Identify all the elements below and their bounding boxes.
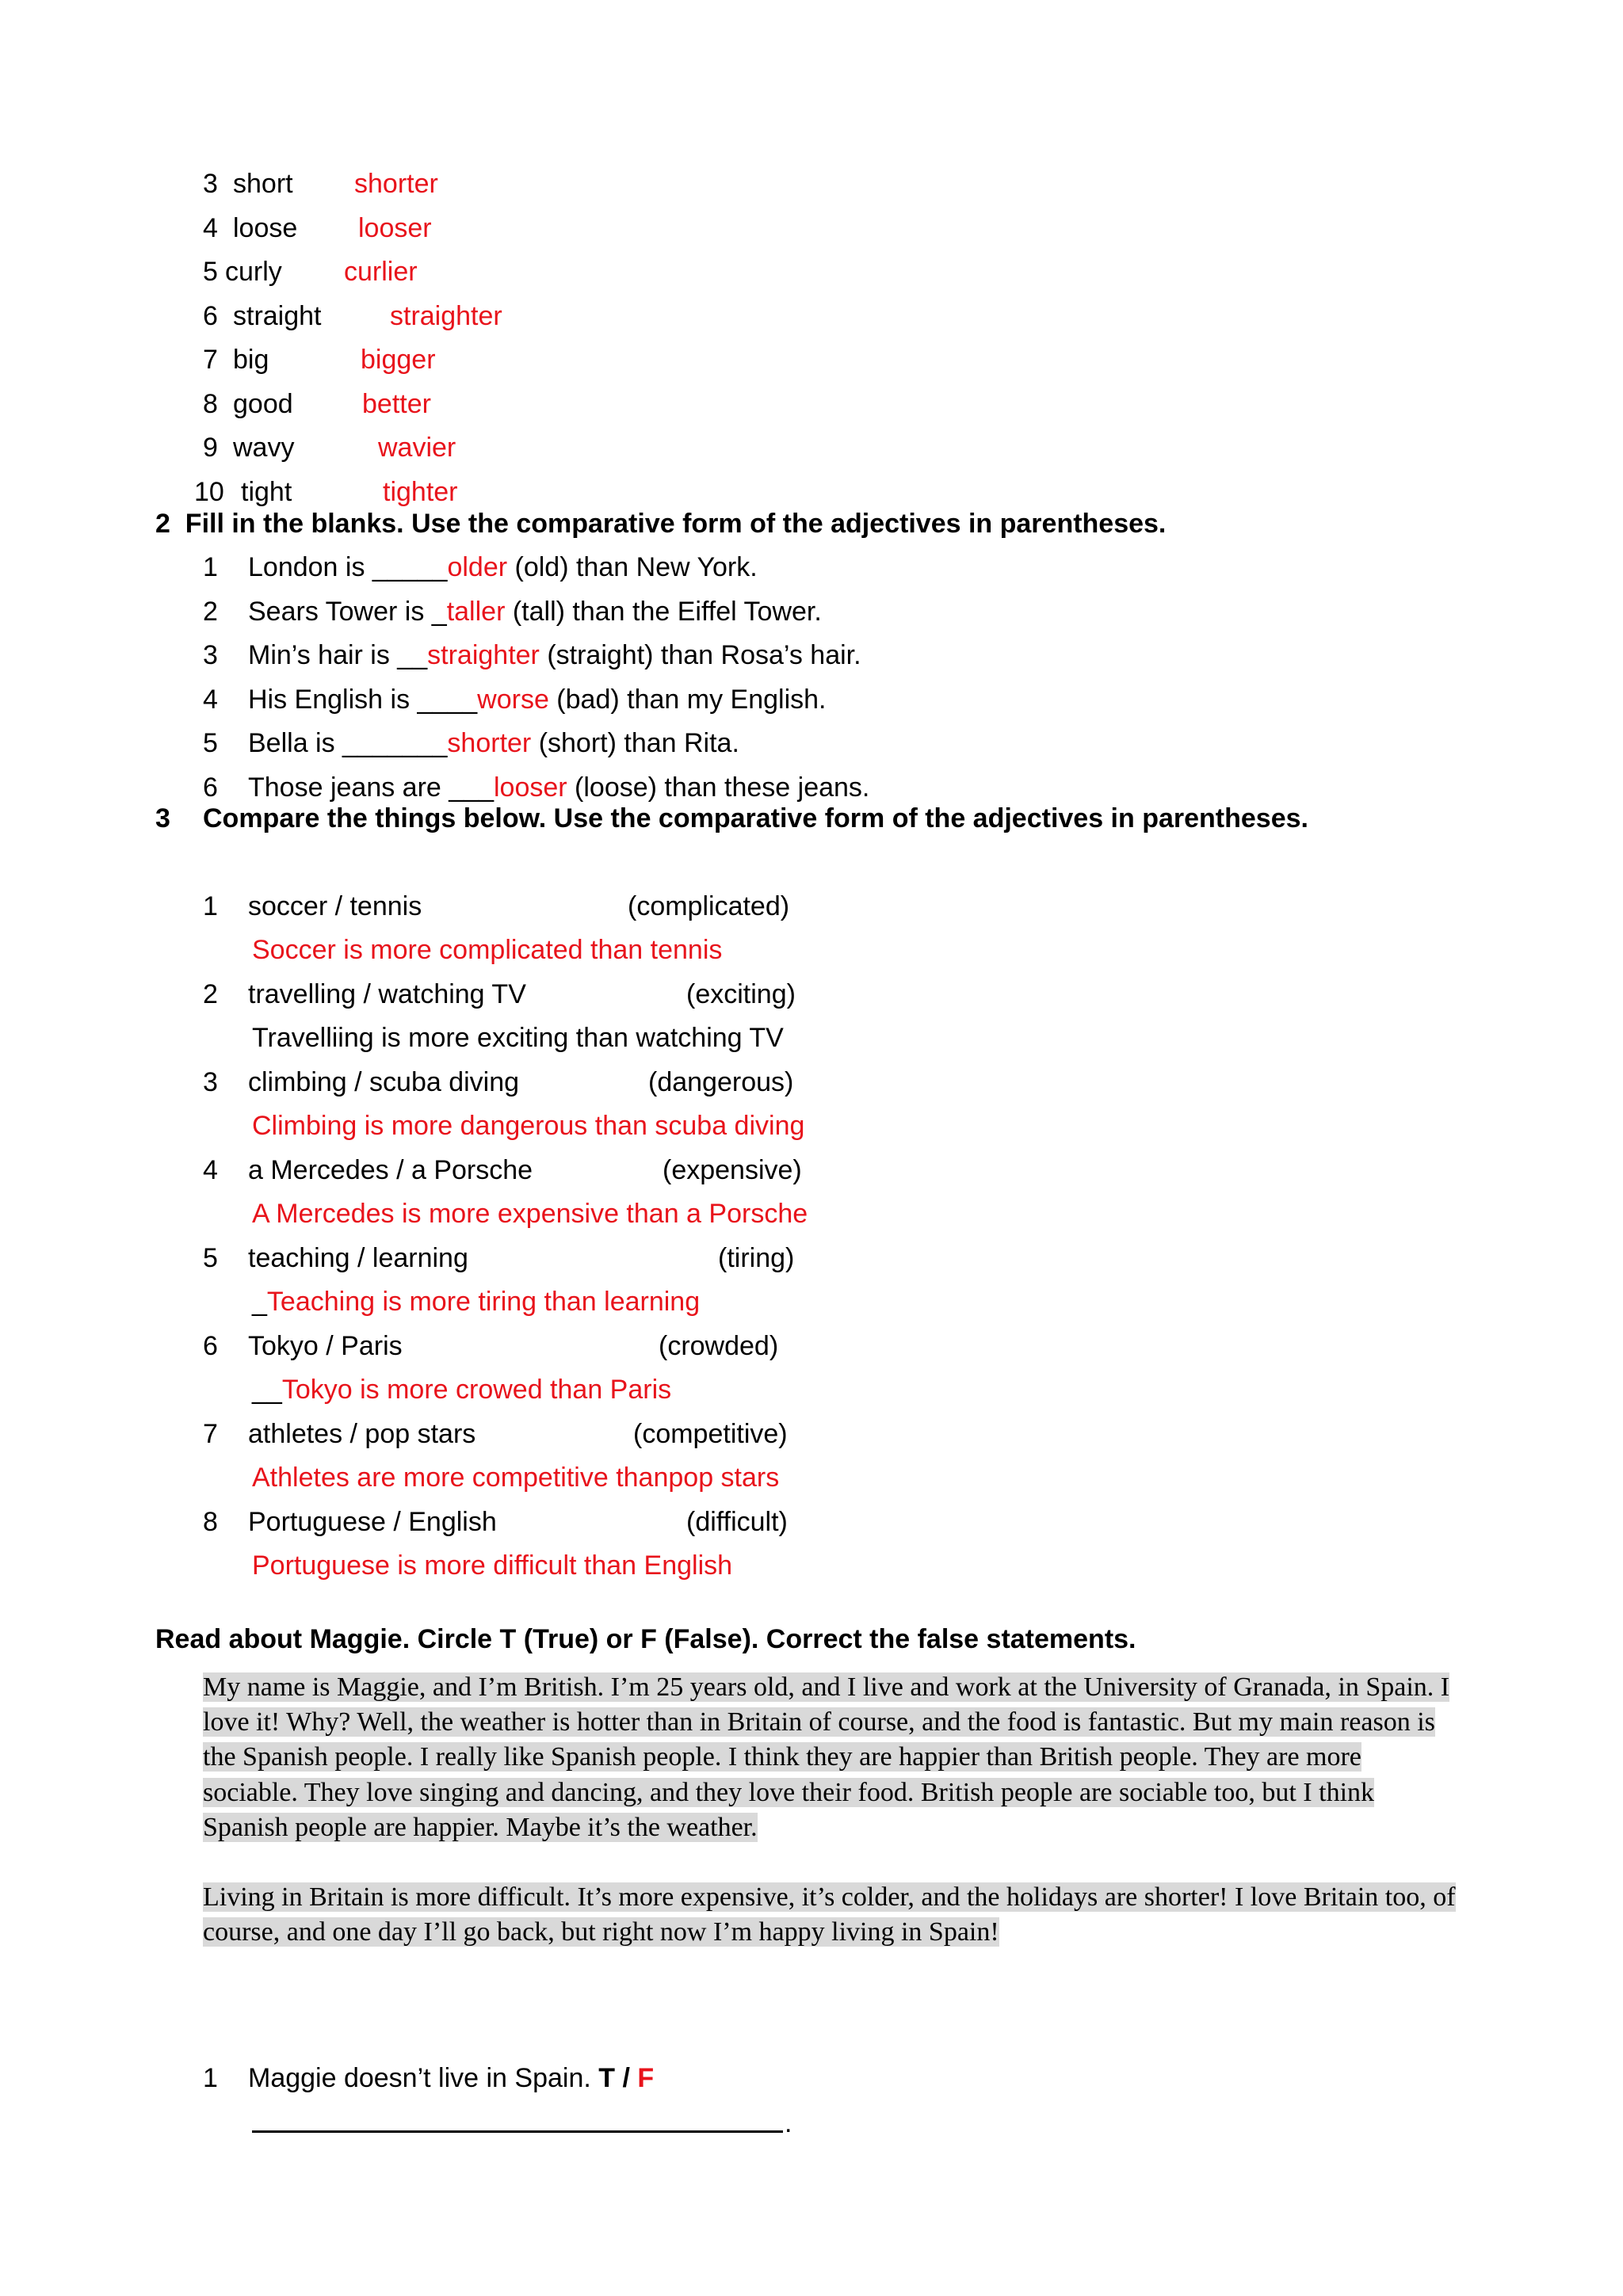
ex1-num: 6 — [203, 301, 218, 331]
ex2-sentence — [248, 772, 869, 803]
ex1-word: big — [233, 345, 269, 375]
ex3-adjective: (dangerous) — [648, 1067, 794, 1097]
reading-title: Read about Maggie. Circle T (True) or F (False). Correct the false statements. — [155, 1624, 1136, 1654]
ex3-adjective: (competitive) — [633, 1419, 788, 1449]
ex2-answer: shorter — [447, 728, 532, 758]
ex3-answer: Portuguese is more difficult than English — [252, 1550, 733, 1581]
ex3-num: 4 — [203, 1155, 218, 1185]
ex3-pair: athletes / pop stars — [248, 1419, 476, 1449]
ex3-answer: Climbing is more dangerous than scuba diving — [252, 1111, 805, 1141]
ex3-title: Compare the things below. Use the comparative form of the adjectives in parentheses. — [203, 803, 1308, 833]
ex1-answer: looser — [358, 213, 432, 243]
ex2-after: (straight) than Rosa’s hair. — [539, 640, 861, 670]
reading-line: love it! Why? Well, the weather is hotter than in Britain of course, and the food is fantastic. But my main reason is — [203, 1707, 1435, 1737]
tf-separator: / — [615, 2063, 638, 2093]
ex1-answer: better — [362, 389, 431, 419]
ex3-pair: Portuguese / English — [248, 1507, 497, 1537]
ex2-sentence — [248, 596, 822, 627]
ex3-answer: A Mercedes is more expensive than a Porsche — [252, 1199, 808, 1229]
tf-false-option[interactable]: F — [637, 2063, 655, 2093]
ex3-answer: Tokyo is more crowed than Paris — [281, 1375, 672, 1405]
ex1-num: 5 — [203, 257, 218, 287]
ex3-adjective: (tiring) — [718, 1243, 795, 1273]
ex3-num: 3 — [203, 1067, 218, 1097]
ex3-adjective: (exciting) — [686, 979, 796, 1009]
ex3-adjective: (complicated) — [628, 891, 790, 921]
ex3-num: 1 — [203, 891, 218, 921]
ex2-before: London is _____ — [248, 552, 448, 582]
ex2-num: 4 — [203, 685, 218, 715]
ex3-adjective: (difficult) — [686, 1507, 788, 1537]
ex2-num: 3 — [203, 640, 218, 670]
ex2-before: His English is ____ — [248, 685, 478, 715]
tf-num: 1 — [203, 2063, 218, 2093]
ex3-answer: Travelliing is more exciting than watching TV — [252, 1023, 784, 1053]
reading-line: Living in Britain is more difficult. It’s more expensive, it’s colder, and the holidays are shorter! I love Britain too, of — [203, 1882, 1456, 1912]
ex3-pair: a Mercedes / a Porsche — [248, 1155, 533, 1185]
ex3-answer-prefix: __ — [252, 1375, 282, 1405]
ex2-sentence — [248, 727, 739, 759]
ex2-sentence — [248, 551, 758, 583]
ex3-pair: travelling / watching TV — [248, 979, 526, 1009]
ex3-num: 2 — [203, 979, 218, 1009]
ex1-num: 3 — [203, 169, 218, 199]
ex3-pair: soccer / tennis — [248, 891, 422, 921]
ex1-word: straight — [233, 301, 322, 331]
reading-line: course, and one day I’ll go back, but right now I’m happy living in Spain! — [203, 1917, 999, 1947]
ex1-num: 10 — [194, 477, 224, 507]
ex2-title: 2 Fill in the blanks. Use the comparative form of the adjectives in parentheses. — [155, 509, 1167, 539]
ex2-after: (bad) than my English. — [548, 685, 827, 715]
ex2-after: (loose) than these jeans. — [567, 772, 870, 803]
ex3-adjective: (crowded) — [659, 1331, 779, 1361]
ex1-num: 8 — [203, 389, 218, 419]
ex1-answer: bigger — [361, 345, 436, 375]
ex2-answer: older — [447, 552, 508, 582]
ex3-answer: Athletes are more competitive thanpop stars — [252, 1463, 780, 1493]
ex2-after: (tall) than the Eiffel Tower. — [505, 597, 822, 627]
ex2-num: 1 — [203, 552, 218, 582]
ex3-answer: Teaching is more tiring than learning — [266, 1287, 701, 1317]
reading-line: Spanish people are happier. Maybe it’s the weather. — [203, 1813, 758, 1842]
ex3-answer-prefix: _ — [252, 1287, 267, 1317]
ex3-num: 7 — [203, 1419, 218, 1449]
ex3-answer-line — [252, 1286, 700, 1318]
ex2-num: 2 — [203, 597, 218, 627]
ex2-before: Sears Tower is _ — [248, 597, 447, 627]
ex3-number: 3 — [155, 803, 170, 833]
ex3-num: 6 — [203, 1331, 218, 1361]
ex2-sentence — [248, 684, 826, 715]
ex3-answer-line — [252, 1374, 671, 1405]
ex2-num: 6 — [203, 772, 218, 803]
ex1-word: wavy — [233, 433, 295, 463]
ex1-word: loose — [233, 213, 298, 243]
reading-line: the Spanish people. I really like Spanish people. I think they are happier than British people. They are more — [203, 1742, 1361, 1772]
ex1-num: 4 — [203, 213, 218, 243]
ex3-num: 5 — [203, 1243, 218, 1273]
tf-true-option[interactable]: T — [598, 2063, 616, 2093]
ex1-answer: wavier — [378, 433, 456, 463]
ex2-before: Min’s hair is __ — [248, 640, 428, 670]
ex3-answer: Soccer is more complicated than tennis — [252, 935, 723, 965]
reading-line: My name is Maggie, and I’m British. I’m 25 years old, and I live and work at the University of Granada, in Spain. I — [203, 1672, 1450, 1702]
ex2-answer: looser — [493, 772, 567, 803]
ex1-num: 9 — [203, 433, 218, 463]
ex1-word: tight — [241, 477, 292, 507]
tf-text: Maggie doesn’t live in Spain. — [248, 2063, 599, 2093]
ex2-answer: straighter — [427, 640, 540, 670]
ex1-word: good — [233, 389, 293, 419]
ex3-pair: climbing / scuba diving — [248, 1067, 520, 1097]
ex1-answer: straighter — [390, 301, 502, 331]
ex2-answer: taller — [446, 597, 506, 627]
ex2-num: 5 — [203, 728, 218, 758]
reading-line: sociable. They love singing and dancing, and they love their food. British people are sociable too, but I think — [203, 1778, 1375, 1807]
ex2-before: Those jeans are ___ — [248, 772, 494, 803]
ex1-answer: tighter — [383, 477, 458, 507]
ex1-num: 7 — [203, 345, 218, 375]
ex2-sentence — [248, 639, 861, 671]
ex3-pair: Tokyo / Paris — [248, 1331, 403, 1361]
tf-statement — [248, 2062, 654, 2094]
ex3-pair: teaching / learning — [248, 1243, 468, 1273]
answer-line — [252, 2130, 783, 2133]
ex3-num: 8 — [203, 1507, 218, 1537]
ex2-after: (old) than New York. — [507, 552, 758, 582]
ex3-adjective: (expensive) — [663, 1155, 802, 1185]
ex1-word: short — [233, 169, 293, 199]
answer-line-end: . — [785, 2108, 792, 2138]
ex1-answer: shorter — [354, 169, 438, 199]
ex2-before: Bella is _______ — [248, 728, 448, 758]
ex2-answer: worse — [477, 685, 549, 715]
ex1-answer: curlier — [344, 257, 418, 287]
ex2-after: (short) than Rita. — [531, 728, 739, 758]
ex1-word: curly — [225, 257, 282, 287]
